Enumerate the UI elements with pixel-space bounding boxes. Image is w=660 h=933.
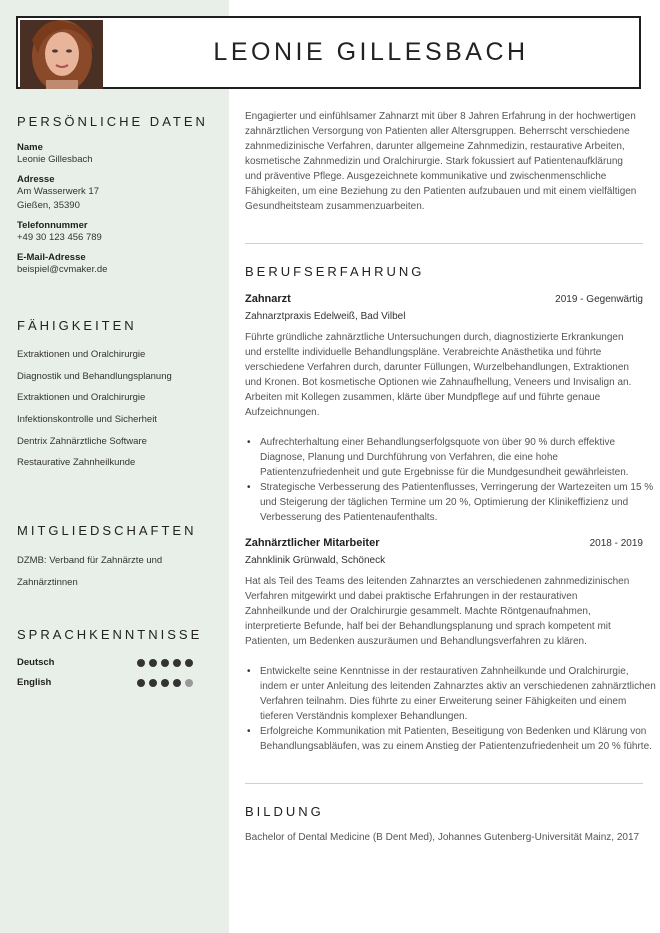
education-heading: BILDUNG	[245, 804, 324, 819]
job-title: Zahnärztlicher Mitarbeiter	[245, 537, 380, 549]
job-date: 2018 - 2019	[589, 538, 643, 549]
languages-heading: SPRACHKENNTNISSE	[17, 627, 203, 642]
job-title: Zahnarzt	[245, 293, 291, 305]
divider	[245, 783, 643, 784]
skill-item: Restaurative Zahnheilkunde	[17, 457, 136, 468]
job-achievements	[245, 664, 656, 754]
phone-label: Telefonnummer	[17, 220, 88, 231]
address-label: Adresse	[17, 174, 55, 185]
email-label: E-Mail-Adresse	[17, 252, 86, 263]
skill-item: Infektionskontrolle und Sicherheit	[17, 414, 157, 425]
achievement-item: • Erfolgreiche Kommunikation mit Patienten, Beseitigung von Bedenken und Klärung von Behandlungsabläufen, was zu einem Anstieg der Patientenzufriedenheit um 20 % führte.	[260, 724, 656, 754]
skill-item: Extraktionen und Oralchirurgie	[17, 349, 146, 360]
language-level-english	[137, 679, 193, 687]
achievement-item: • Aufrechterhaltung einer Behandlungserfolgsquote von über 90 % durch effektive Diagnose, Planung und Durchführung von Verfahren, die eine hohe Patientenzufriedenheit und gute Ergebnisse für die Mundgesundheit gewährleisten.	[260, 435, 656, 480]
achievement-item: • Strategische Verbesserung des Patientenflusses, Verringerung der Wartezeiten um 15 % und Steigerung der täglichen Termine um 20 %, Optimierung der Klinikeffizienz und Verbesserung des Patientenaufenthalts.	[260, 480, 656, 525]
job-date: 2019 - Gegenwärtig	[555, 294, 643, 305]
level-dot	[185, 679, 193, 687]
address-line1: Am Wasserwerk 17	[17, 186, 99, 197]
skills-heading: FÄHIGKEITEN	[17, 318, 137, 333]
education-entry: Bachelor of Dental Medicine (B Dent Med), Johannes Gutenberg-Universität Mainz, 2017	[245, 832, 640, 843]
job-description: Führte gründliche zahnärztliche Untersuchungen durch, diagnostizierte Erkrankungen und erstellte individuelle Behandlungspläne. Verabreichte Anästhetika und führte verschiedene Verfahren durch, darunter Füllungen, Wurzelbehandlungen, Extraktionen und Kronen. Bot kosmetische Optionen wie Zahnaufhellung, Veneers und Invisalign an. Arbeiten mit Kollegen zusammen, klärte über Mundpflege auf und führte genaue Aufzeichnungen.	[245, 332, 632, 418]
experience-heading: BERUFSERFAHRUNG	[245, 264, 425, 279]
header	[16, 16, 641, 89]
name-label: Name	[17, 142, 43, 153]
memberships-heading: MITGLIEDSCHAFTEN	[17, 523, 197, 538]
profile-summary: Engagierter und einfühlsamer Zahnarzt mit über 8 Jahren Erfahrung in der hochwertigen zahnärztlichen Versorgung von Patienten aller Altersgruppen. Beherrscht verschiedene zahnmedizinische Verfahren, darunter allgemeine Zahnmedizin, restaurative Arbeiten, kosmetische Zahnmedizin und Oralchirurgie. Stark fokussiert auf Patientenaufklärung und präventive Pflege. Ausgezeichnete kommunikative und zwischenmenschliche Fähigkeiten, um eine Beziehung zu den Patienten aufzubauen und mit einem vielfältigen Gesundheitsteam zusammenzuarbeiten.	[245, 111, 637, 212]
person-name-heading: LEONIE GILLESBACH	[213, 38, 529, 66]
level-dot	[137, 659, 145, 667]
achievement-item: • Entwickelte seine Kenntnisse in der restaurativen Zahnheilkunde und Oralchirurgie, indem er unter Anleitung des leitenden Zahnarztes aktiv an verschiedenen zahnärztlichen Verfahren teilnahm. Dies führte zu einer Erweiterung seiner Fähigkeiten und einem tieferen Verständnis komplexer Behandlungen.	[260, 664, 656, 724]
language-name-english: English	[17, 677, 52, 688]
email-value: beispiel@cvmaker.de	[17, 264, 108, 275]
name-value: Leonie Gillesbach	[17, 154, 93, 165]
job-company: Zahnklinik Grünwald, Schöneck	[245, 555, 386, 566]
language-name-deutsch: Deutsch	[17, 657, 55, 668]
level-dot	[185, 659, 193, 667]
skill-item: Diagnostik und Behandlungsplanung	[17, 371, 172, 382]
personal-data-heading: PERSÖNLICHE DATEN	[17, 114, 208, 129]
level-dot	[161, 659, 169, 667]
membership-line2: Zahnärztinnen	[17, 577, 78, 588]
skill-item: Dentrix Zahnärztliche Software	[17, 436, 147, 447]
address-line2: Gießen, 35390	[17, 200, 80, 211]
job-company: Zahnarztpraxis Edelweiß, Bad Vilbel	[245, 311, 406, 322]
level-dot	[149, 659, 157, 667]
language-level-deutsch	[137, 659, 193, 667]
divider	[245, 243, 643, 244]
level-dot	[173, 659, 181, 667]
profile-photo	[20, 20, 103, 89]
level-dot	[161, 679, 169, 687]
level-dot	[149, 679, 157, 687]
phone-value: +49 30 123 456 789	[17, 232, 102, 243]
level-dot	[137, 679, 145, 687]
job-achievements	[245, 435, 656, 525]
membership-line1: DZMB: Verband für Zahnärzte und	[17, 555, 163, 566]
job-description: Hat als Teil des Teams des leitenden Zahnarztes an verschiedenen zahnmedizinischen Verfahren mitgewirkt und dabei praktische Erfahrungen in der restaurativen Zahnheilkunde und der Oralchirurgie gesammelt. Machte Röntgenaufnahmen, interpretierte Befunde, half bei der Behandlungsplanung und sprach kompetent mit Patienten, um Bedenken auszuräumen und Behandlungsverfahren zu klären.	[245, 576, 630, 647]
level-dot	[173, 679, 181, 687]
skill-item: Extraktionen und Oralchirurgie	[17, 392, 146, 403]
